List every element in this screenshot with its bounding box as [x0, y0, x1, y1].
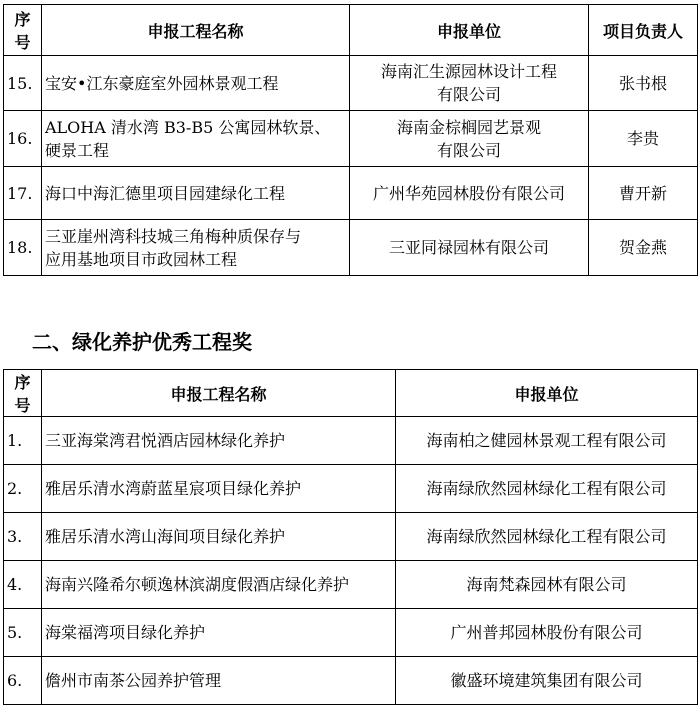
- leader-name: 曹开新: [589, 167, 698, 220]
- table-row: [4, 609, 698, 657]
- table-header-row: [4, 370, 698, 417]
- unit-name: 海南柏之健园林景观工程有限公司: [396, 417, 698, 465]
- row-number: 5.: [4, 609, 42, 657]
- project-name: 海南兴隆希尔顿逸林滨湖度假酒店绿化养护: [42, 561, 396, 609]
- row-number: 15.: [4, 56, 42, 111]
- project-name: 雅居乐清水湾山海间项目绿化养护: [42, 513, 396, 561]
- header-project-name: 申报工程名称: [42, 5, 350, 56]
- project-name: 海口中海汇德里项目园建绿化工程: [42, 167, 350, 220]
- awards-table-2: [3, 369, 698, 705]
- row-number: 4.: [4, 561, 42, 609]
- unit-name: 广州普邦园林股份有限公司: [396, 609, 698, 657]
- table-row: [4, 657, 698, 705]
- awards-table-1: [3, 4, 698, 276]
- project-name: 宝安•江东豪庭室外园林景观工程: [42, 56, 350, 111]
- project-name: ALOHA 清水湾 B3-B5 公寓园林软景、 硬景工程: [42, 111, 350, 167]
- unit-name: 广州华苑园林股份有限公司: [350, 167, 589, 220]
- table-header-row: [4, 5, 698, 56]
- leader-name: 李贵: [589, 111, 698, 167]
- row-number: 16.: [4, 111, 42, 167]
- unit-name: 海南梵森园林有限公司: [396, 561, 698, 609]
- project-name: 雅居乐清水湾蔚蓝星宸项目绿化养护: [42, 465, 396, 513]
- header-leader: 项目负责人: [589, 5, 698, 56]
- table-row: [4, 561, 698, 609]
- header-no: 序号: [4, 5, 42, 56]
- unit-name: 海南金棕榈园艺景观 有限公司: [350, 111, 589, 167]
- header-project-name: 申报工程名称: [42, 370, 396, 417]
- row-number: 18.: [4, 220, 42, 276]
- unit-name: 三亚同禄园林有限公司: [350, 220, 589, 276]
- table-row: [4, 513, 698, 561]
- project-name: 海棠福湾项目绿化养护: [42, 609, 396, 657]
- row-number: 3.: [4, 513, 42, 561]
- leader-name: 贺金燕: [589, 220, 698, 276]
- unit-name: 海南绿欣然园林绿化工程有限公司: [396, 465, 698, 513]
- project-name: 三亚海棠湾君悦酒店园林绿化养护: [42, 417, 396, 465]
- header-unit: 申报单位: [396, 370, 698, 417]
- table-row: [4, 220, 698, 276]
- section-title: 二、绿化养护优秀工程奖: [32, 330, 252, 354]
- header-no: 序号: [4, 370, 42, 417]
- unit-name: 海南绿欣然园林绿化工程有限公司: [396, 513, 698, 561]
- header-unit: 申报单位: [350, 5, 589, 56]
- row-number: 1.: [4, 417, 42, 465]
- unit-name: 海南汇生源园林设计工程 有限公司: [350, 56, 589, 111]
- table-row: [4, 111, 698, 167]
- unit-name: 徽盛环境建筑集团有限公司: [396, 657, 698, 705]
- table-row: [4, 417, 698, 465]
- project-name: 三亚崖州湾科技城三角梅种质保存与 应用基地项目市政园林工程: [42, 220, 350, 276]
- row-number: 17.: [4, 167, 42, 220]
- row-number: 6.: [4, 657, 42, 705]
- table-row: [4, 167, 698, 220]
- leader-name: 张书根: [589, 56, 698, 111]
- project-name: 儋州市南茶公园养护管理: [42, 657, 396, 705]
- row-number: 2.: [4, 465, 42, 513]
- table-row: [4, 465, 698, 513]
- table-row: [4, 56, 698, 111]
